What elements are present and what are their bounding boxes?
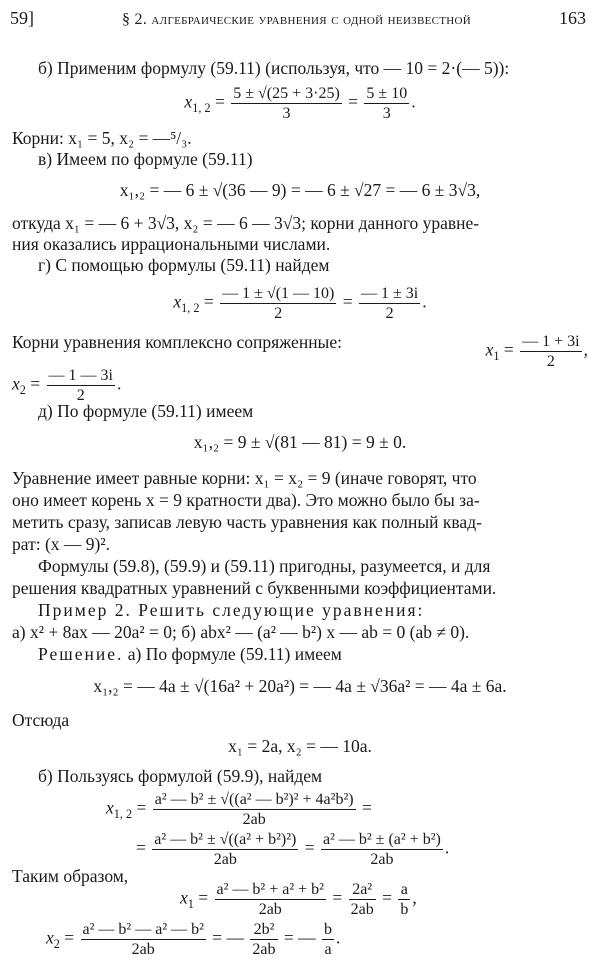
frac-num: a² — b² ± (a² + b²) (321, 830, 443, 850)
solution-line (12, 644, 588, 665)
running-header (10, 8, 586, 34)
frac-den: 2ab (242, 811, 266, 829)
frac-den: 2ab (131, 941, 155, 959)
solution-label: Решение. (38, 644, 124, 664)
case-b2-intro: б) Пользуясь формулой (59.9), найдем (38, 766, 323, 786)
case-b-roots: Корни: x₁ = 5, x₂ = —⁵/₃. (12, 128, 192, 148)
frac-num: — 1 ± √(1 — 10) (220, 284, 336, 304)
case-b2-formula-2: = $\frac{\text{a² — b² ± √((a² + b²)²)}}{2ab}$ = $\frac{\text{a² — b² ± (a² + b²)}}{2ab}$ . (136, 831, 450, 869)
case-d-intro: д) По формуле (59.11) имеем (38, 401, 254, 421)
case-g-formula: $x_{1, 2}$ = $\frac{— 1 \pm √(1 — 10)}{2}$ = $\frac{— 1 \pm 3i}{2}$ . (173, 285, 427, 323)
case-b-intro: б) Применим формулу (59.11) (используя, что — 10 = 2·(— 5)): (38, 58, 510, 78)
frac-num: — 1 ± 3i (359, 284, 420, 304)
frac-den: a (324, 941, 332, 959)
frac-num: — 1 — 3i (47, 366, 115, 386)
case-d-p2: оно имеет корень x = 9 кратности два). Это можно было бы за- (12, 490, 480, 510)
case-b-formula: $x_{1, 2}$ = $\frac{5 \pm √(25 + 3\cdot 25)}{3}$ = $\frac{5 \pm 10}{3}$ . (184, 85, 416, 123)
case-d-formula: x₁,₂ = 9 ± √(81 — 81) = 9 ± 0. (193, 432, 407, 452)
case-d-p3: метить сразу, записав левую часть уравнения как полный квад- (12, 512, 482, 532)
solution-text: а) По формуле (59.11) имеем (127, 644, 342, 664)
frac-num: 5 ± 10 (364, 84, 409, 104)
formulas-note-2: решения квадратных уравнений с буквенными коэффициентами. (12, 578, 497, 598)
frac-den: 2 (546, 353, 555, 371)
frac-den: 2ab (252, 941, 276, 959)
frac-den: 2ab (213, 851, 237, 869)
frac-den: 3 (282, 105, 291, 123)
case-v-text-2: ния оказались иррациональными числами. (12, 234, 331, 254)
frac-num: a² — b² ± √((a² — b²)² + 4a²b²) (153, 790, 356, 810)
example-2-heading: Пример 2. Решить следующие уравнения: (38, 600, 425, 620)
frac-num: a² — b² — a² — b² (81, 920, 206, 940)
solution-a-roots: x₁ = 2a, x₂ = — 10a. (228, 736, 372, 756)
example-2-equations: а) x² + 8ax — 20a² = 0; б) abx² — (a² — b²) x — ab = 0 (ab ≠ 0). (12, 622, 470, 642)
frac-den: 2 (274, 305, 283, 323)
frac-num: a² — b² + a² + b² (215, 880, 326, 900)
frac-den: 2ab (258, 901, 282, 919)
frac-den: 3 (382, 105, 391, 123)
frac-num: b (322, 920, 334, 940)
page-number: 163 (558, 8, 586, 28)
frac-num: a (398, 880, 410, 900)
frac-num: a² — b² ± √((a² + b²)²) (152, 830, 298, 850)
case-g-x2: $x_2$ = $\frac{— 1 — 3i}{2}$ . (12, 367, 122, 405)
result-x2: $x_2$ = $\frac{\text{a² — b² — a² — b²}}{2ab}$ = — $\frac{\text{2b²}}{2ab}$ = — $\frac{b}{a}$ . (46, 921, 341, 959)
frac-num: — 1 + 3i (520, 332, 581, 352)
case-d-p1: Уравнение имеет равные корни: x₁ = x₂ = 9 (иначе говорят, что (12, 468, 477, 488)
frac-den: 2 (385, 305, 394, 323)
tak-label: Таким образом, (12, 866, 129, 886)
frac-den: 2 (76, 387, 85, 405)
case-g-x1: $x_1$ = $\frac{— 1 + 3i}{2}$ , (485, 333, 588, 371)
case-v-intro: в) Имеем по формуле (59.11) (38, 149, 253, 169)
case-d-p4: рат: (x — 9)². (12, 534, 110, 554)
case-b2-formula-1: $x_{1, 2}$ = $\frac{\text{a² — b² ± √((a² — b²)² + 4a²b²)}}{2ab}$ = (106, 791, 372, 829)
frac-den: b (400, 901, 409, 919)
frac-den: 2ab (370, 851, 394, 869)
section-ref: 59] (10, 8, 34, 28)
solution-a-formula: x₁,₂ = — 4a ± √(16a² + 20a²) = — 4a ± √36a² = — 4a ± 6a. (93, 676, 507, 696)
frac-num: 5 ± √(25 + 3·25) (231, 84, 342, 104)
frac-den: 2ab (350, 901, 374, 919)
frac-num: 2b² (250, 920, 277, 940)
otsyuda-label: Отсюда (12, 710, 70, 730)
case-g-intro: г) С помощью формулы (59.11) найдем (38, 255, 330, 275)
frac-num: 2a² (349, 880, 376, 900)
formulas-note-1: Формулы (59.8), (59.9) и (59.11) пригодны, разумеется, и для (38, 556, 491, 576)
case-v-text-1: откуда x₁ = — 6 + 3√3, x₂ = — 6 — 3√3; корни данного уравне- (12, 213, 480, 233)
result-x1: $x_1$ = $\frac{\text{a² — b² + a² + b²}}{2ab}$ = $\frac{\text{2a²}}{2ab}$ = $\frac{a}{b}$ , (180, 881, 417, 919)
case-v-formula: x₁,₂ = — 6 ± √(36 — 9) = — 6 ± √27 = — 6 ± 3√3, (119, 180, 481, 200)
chapter-title: § 2. алгебраические уравнения с одной неизвестной (121, 11, 472, 28)
case-g-roots-text: Корни уравнения комплексно сопряженные: (12, 332, 342, 352)
